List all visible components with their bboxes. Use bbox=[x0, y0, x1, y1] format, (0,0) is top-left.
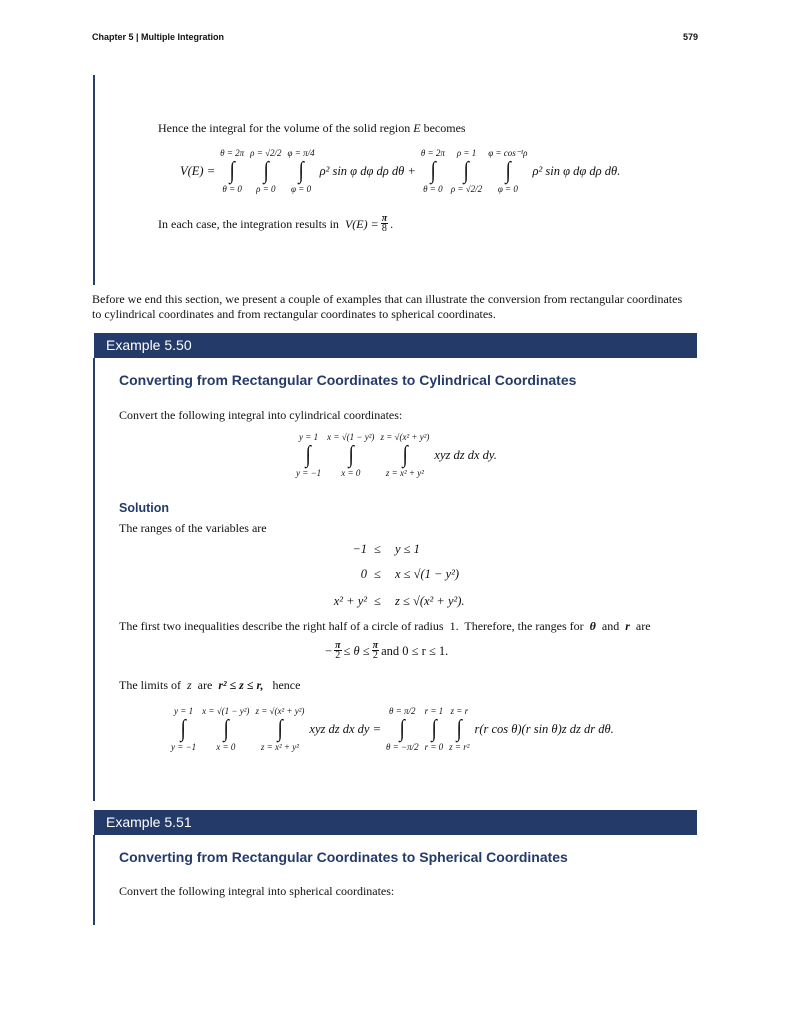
range-upper: x ≤ √(1 − y²) bbox=[395, 567, 460, 581]
integral bbox=[202, 706, 249, 752]
math-term: xyz dz dx dy = bbox=[309, 721, 382, 736]
range-operator: ≤ bbox=[374, 567, 381, 581]
integral bbox=[386, 706, 419, 752]
integral bbox=[250, 148, 281, 194]
upper-limit: y = 1 bbox=[174, 706, 194, 716]
text: . bbox=[390, 216, 394, 231]
math-term: V(E) = bbox=[180, 163, 216, 178]
region-symbol: E bbox=[413, 121, 421, 135]
lower-limit: z = x² + y² bbox=[385, 468, 424, 478]
upper-limit: x = √(1 − y²) bbox=[202, 706, 250, 716]
fraction bbox=[381, 214, 388, 233]
text: The limits of bbox=[119, 678, 181, 692]
integral bbox=[327, 432, 374, 478]
denominator: 8 bbox=[381, 223, 387, 234]
upper-limit: θ = π/2 bbox=[389, 706, 416, 716]
note-rule bbox=[93, 75, 95, 285]
example-rule bbox=[93, 835, 95, 925]
solution-heading: Solution bbox=[119, 501, 169, 515]
integral bbox=[296, 432, 321, 478]
upper-limit: z = √(x² + y²) bbox=[380, 432, 430, 442]
math-term: ρ² sin φ dφ dρ dθ + bbox=[319, 163, 416, 178]
math: V(E) = bbox=[344, 216, 379, 231]
fraction bbox=[372, 641, 379, 660]
text: Therefore, the ranges for bbox=[464, 619, 584, 633]
integral-sign-icon: ∫ bbox=[305, 442, 312, 468]
integral bbox=[449, 706, 469, 752]
lower-limit: x = 0 bbox=[216, 742, 236, 752]
example-banner: Example 5.50 bbox=[94, 333, 697, 358]
range-upper: z ≤ √(x² + y²). bbox=[395, 594, 465, 608]
example-title: Converting from Rectangular Coordinates to Spherical Coordinates bbox=[119, 849, 568, 865]
lower-limit: y = −1 bbox=[171, 742, 197, 752]
math-term: r(r cos θ)(r sin θ)z dz dr dθ. bbox=[474, 721, 614, 736]
example-banner: Example 5.51 bbox=[94, 810, 697, 835]
example-integral bbox=[293, 432, 499, 478]
lower-limit: y = −1 bbox=[296, 468, 322, 478]
range-lower: −1 bbox=[352, 542, 367, 556]
upper-limit: z = √(x² + y²) bbox=[255, 706, 305, 716]
bridge-line-1: Before we end this section, we present a couple of examples that can illustrate the conversion from rectangular coordinates bbox=[92, 292, 683, 306]
denominator: 2 bbox=[335, 650, 341, 661]
math: r bbox=[625, 619, 630, 633]
integral-sign-icon: ∫ bbox=[430, 158, 436, 184]
integral-sign-icon: ∫ bbox=[348, 442, 354, 468]
upper-limit: ρ = 1 bbox=[456, 148, 477, 158]
upper-limit: θ = 2π bbox=[420, 148, 445, 158]
integral-sign-icon: ∫ bbox=[277, 716, 283, 742]
range-lower: 0 bbox=[360, 567, 367, 581]
text: and 0 ≤ r ≤ 1. bbox=[381, 643, 449, 658]
lower-limit: ρ = 0 bbox=[256, 184, 276, 194]
integral bbox=[421, 148, 445, 194]
page-number: 579 bbox=[683, 32, 699, 42]
volume-equation bbox=[178, 148, 622, 194]
fraction bbox=[334, 641, 341, 660]
integral-sign-icon: ∫ bbox=[223, 716, 229, 742]
lower-limit: φ = 0 bbox=[291, 184, 312, 194]
text: are bbox=[635, 619, 651, 633]
example-prompt: Convert the following integral into cylindrical coordinates: bbox=[119, 408, 403, 422]
lower-limit: z = x² + y² bbox=[260, 742, 299, 752]
lower-limit: ρ = √2/2 bbox=[450, 184, 483, 194]
chapter-header: Chapter 5 | Multiple Integration bbox=[92, 32, 225, 42]
integral bbox=[380, 432, 429, 478]
lower-limit: θ = −π/2 bbox=[386, 742, 419, 752]
range-operator: ≤ bbox=[374, 594, 381, 608]
upper-limit: x = √(1 − y²) bbox=[327, 432, 375, 442]
example-prompt: Convert the following integral into spherical coordinates: bbox=[119, 884, 395, 898]
text: hence bbox=[272, 678, 301, 692]
text: becomes bbox=[423, 121, 466, 135]
text: The first two inequalities describe the right half of a circle of radius bbox=[119, 619, 444, 633]
theta-range bbox=[325, 641, 448, 660]
lower-limit: θ = 0 bbox=[222, 184, 242, 194]
lower-limit: φ = 0 bbox=[497, 184, 518, 194]
integral bbox=[288, 148, 315, 194]
integral bbox=[488, 148, 527, 194]
numerator: π bbox=[381, 213, 388, 224]
integral bbox=[451, 148, 482, 194]
math-term: xyz dz dx dy. bbox=[434, 447, 497, 462]
integral-sign-icon: ∫ bbox=[402, 442, 408, 468]
upper-limit: z = r bbox=[450, 706, 469, 716]
range-lower: x² + y² bbox=[333, 594, 367, 608]
upper-limit: φ = cos⁻¹ρ bbox=[488, 148, 528, 158]
text: and bbox=[601, 619, 620, 633]
first-two-text bbox=[119, 619, 651, 633]
integral-sign-icon: ∫ bbox=[180, 716, 187, 742]
upper-limit: θ = 2π bbox=[220, 148, 245, 158]
integral-sign-icon: ∫ bbox=[456, 716, 462, 742]
text: In each case, the integration results in bbox=[158, 216, 339, 231]
integral-sign-icon: ∫ bbox=[298, 158, 304, 184]
lower-limit: θ = 0 bbox=[423, 184, 443, 194]
integral bbox=[255, 706, 304, 752]
integral-sign-icon: ∫ bbox=[263, 158, 269, 184]
example-title: Converting from Rectangular Coordinates to Cylindrical Coordinates bbox=[119, 372, 577, 388]
integral-sign-icon: ∫ bbox=[463, 158, 470, 184]
math-term: ρ² sin φ dφ dρ dθ. bbox=[532, 163, 621, 178]
bridge-line-2: to cylindrical coordinates and from rectangular coordinates to spherical coordinates. bbox=[92, 307, 496, 321]
upper-limit: y = 1 bbox=[299, 432, 319, 442]
range-upper: y ≤ 1 bbox=[395, 542, 420, 556]
upper-limit: r = 1 bbox=[424, 706, 444, 716]
lower-limit: z = r² bbox=[449, 742, 470, 752]
text: are bbox=[197, 678, 213, 692]
example-rule bbox=[93, 358, 95, 801]
range-operator: ≤ bbox=[374, 542, 381, 556]
upper-limit: φ = π/4 bbox=[287, 148, 315, 158]
integral bbox=[220, 148, 244, 194]
limits-text bbox=[119, 678, 300, 692]
upper-limit: ρ = √2/2 bbox=[250, 148, 282, 158]
text: Hence the integral for the volume of the solid region bbox=[158, 121, 411, 135]
note-result bbox=[158, 214, 393, 233]
text: − bbox=[325, 643, 333, 658]
integral-sign-icon: ∫ bbox=[229, 158, 235, 184]
integral bbox=[171, 706, 196, 752]
math: r² ≤ z ≤ r, bbox=[218, 678, 264, 692]
integral-sign-icon: ∫ bbox=[399, 716, 405, 742]
lower-limit: x = 0 bbox=[341, 468, 361, 478]
note-intro bbox=[158, 121, 466, 135]
ranges-text: The ranges of the variables are bbox=[119, 521, 267, 535]
integral-sign-icon: ∫ bbox=[431, 716, 437, 742]
denominator: 2 bbox=[372, 650, 378, 661]
math: θ bbox=[589, 619, 596, 633]
math: z bbox=[187, 678, 192, 692]
text: 1. bbox=[449, 619, 459, 633]
lower-limit: r = 0 bbox=[424, 742, 444, 752]
integral-sign-icon: ∫ bbox=[505, 158, 511, 184]
numerator: π bbox=[335, 640, 341, 651]
integral bbox=[425, 706, 444, 752]
numerator: π bbox=[372, 640, 379, 651]
math: ≤ θ ≤ bbox=[343, 643, 370, 658]
converted-integral bbox=[168, 706, 616, 752]
